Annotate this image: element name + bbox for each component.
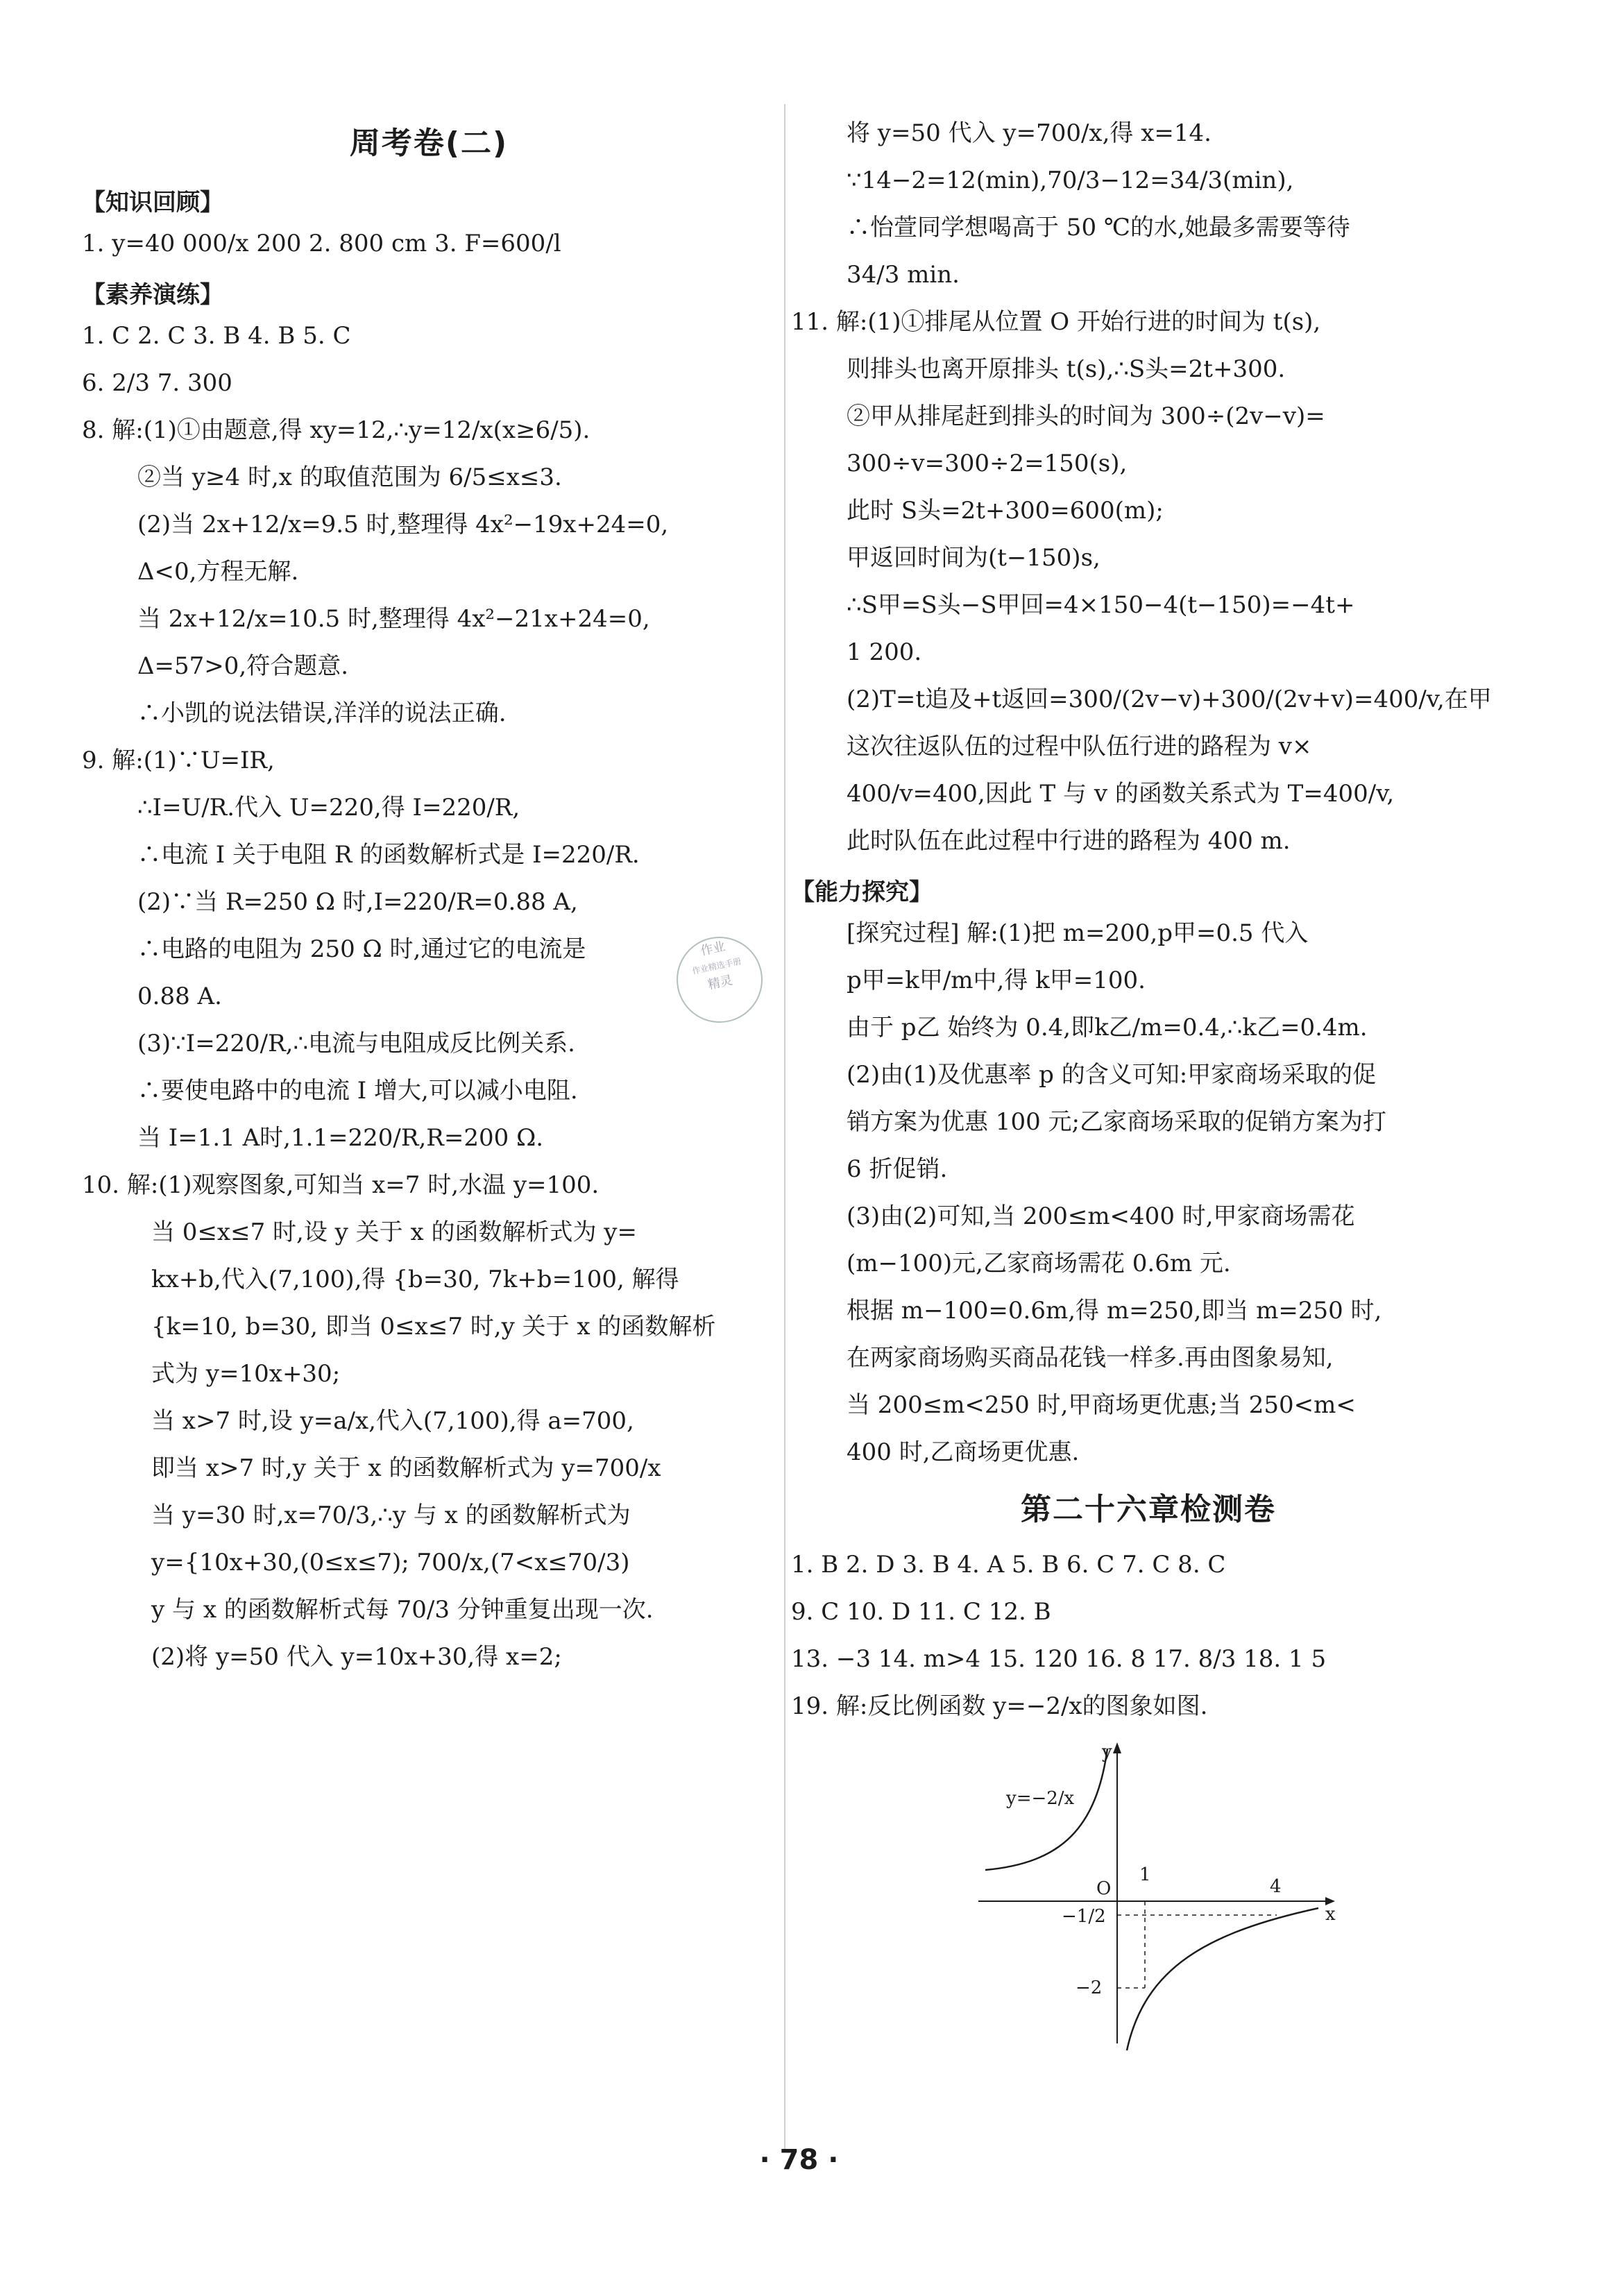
review-answers: 1. y=40 000/x 200 2. 800 cm 3. F=600/l [82, 230, 561, 257]
question-8 [82, 415, 776, 729]
x-axis-label: x [1325, 1904, 1336, 1925]
q11-line: 1 200. [847, 638, 922, 666]
left-column [82, 104, 776, 1689]
chapter-test-title: 第二十六章检测卷 [1021, 1492, 1276, 1527]
explore-line: [探究过程] 解:(1)把 m=200,p甲=0.5 代入 [847, 919, 1309, 947]
stamp-text: 精灵 [706, 973, 734, 993]
origin-label: O [1096, 1878, 1112, 1899]
section-review: 【知识回顾】 [82, 189, 223, 216]
page-number: · 78 · [759, 2144, 839, 2176]
q10-line: 式为 y=10x+30; [151, 1360, 341, 1388]
q8-line: Δ=57>0,符合题意. [137, 652, 349, 680]
right-column [791, 118, 1506, 2057]
q11-line: 这次往返队伍的过程中队伍行进的路程为 v× [847, 733, 1312, 760]
q8-line: 当 2x+12/x=10.5 时,整理得 4x²−21x+24=0, [137, 605, 650, 633]
hyperbola-figure [978, 1738, 1339, 2057]
explore-line: 在两家商场购买商品花钱一样多.再由图象易知, [847, 1344, 1334, 1372]
q10c-line: 34/3 min. [847, 261, 960, 289]
explore-line: (2)由(1)及优惠率 p 的含义可知:甲家商场采取的促 [847, 1061, 1377, 1089]
q9-line: 9. 解:(1)∵U=IR, [82, 747, 275, 774]
q10c-line: 将 y=50 代入 y=700/x,得 x=14. [847, 119, 1212, 147]
y-axis-arrow [1113, 1742, 1121, 1753]
q10-line: 即当 x>7 时,y 关于 x 的函数解析式为 y=700/x [151, 1454, 661, 1482]
question-11 [791, 307, 1506, 856]
q9-line: (2)∵当 R=250 Ω 时,I=220/R=0.88 A, [137, 888, 578, 916]
explore-line: p甲=k甲/m中,得 k甲=100. [847, 967, 1146, 994]
q10-line: y 与 x 的函数解析式每 70/3 分钟重复出现一次. [151, 1596, 654, 1624]
q11-line: 11. 解:(1)①排尾从位置 O 开始行进的时间为 t(s), [791, 308, 1321, 336]
column-divider [784, 104, 785, 2151]
question-19: 19. 解:反比例函数 y=−2/x的图象如图. [791, 1692, 1208, 1720]
q9-line: ∴电流 I 关于电阻 R 的函数解析式是 I=220/R. [137, 841, 640, 869]
tick-label-neg-half: −1/2 [1062, 1906, 1106, 1927]
q9-line: (3)∵I=220/R,∴电流与电阻成反比例关系. [137, 1030, 575, 1057]
q11-line: ②甲从排尾赶到排头的时间为 300÷(2v−v)= [847, 402, 1325, 430]
q11-line: ∴S甲=S头−S甲回=4×150−4(t−150)=−4t+ [847, 591, 1355, 619]
tick-label-1: 1 [1139, 1864, 1151, 1885]
explore-line: 根据 m−100=0.6m,得 m=250,即当 m=250 时, [847, 1297, 1382, 1325]
hyperbola-branch-lower-right [1127, 1908, 1318, 2050]
question-10-continued [791, 118, 1506, 290]
explore-line: 由于 p乙 始终为 0.4,即k乙/m=0.4,∴k乙=0.4m. [847, 1014, 1368, 1041]
stamp-text: 作业 [699, 939, 727, 959]
q9-line: 0.88 A. [137, 983, 222, 1010]
quiz-title: 周考卷(二) [349, 126, 509, 161]
hyperbola-graph [978, 1738, 1339, 2057]
explore-line: (m−100)元,乙家商场需花 0.6m 元. [847, 1250, 1231, 1277]
q10-line: 10. 解:(1)观察图象,可知当 x=7 时,水温 y=100. [82, 1171, 600, 1199]
q10-line: 当 x>7 时,设 y=a/x,代入(7,100),得 a=700, [151, 1407, 634, 1435]
explore-line: 400 时,乙商场更优惠. [847, 1438, 1080, 1466]
q10-line: {k=10, b=30, 即当 0≤x≤7 时,y 关于 x 的函数解析 [151, 1313, 716, 1341]
q9-line: 当 I=1.1 A时,1.1=220/R,R=200 Ω. [137, 1124, 544, 1152]
q11-line: 400/v=400,因此 T 与 v 的函数关系式为 T=400/v, [847, 780, 1395, 808]
q8-line: ∴小凯的说法错误,洋洋的说法正确. [137, 699, 507, 727]
q8-line: 8. 解:(1)①由题意,得 xy=12,∴y=12/x(x≥6/5). [82, 416, 590, 444]
q11-line: 则排头也离开原排头 t(s),∴S头=2t+300. [847, 355, 1286, 383]
explore-line: 6 折促销. [847, 1155, 948, 1183]
hyperbola-branch-upper-left [985, 1749, 1107, 1870]
q8-line: (2)当 2x+12/x=9.5 时,整理得 4x²−19x+24=0, [137, 511, 669, 538]
q9-line: ∴要使电路中的电流 I 增大,可以减小电阻. [137, 1077, 578, 1105]
q10-line: y={10x+30,(0≤x≤7); 700/x,(7<x≤70/3) [151, 1549, 630, 1576]
q8-line: Δ<0,方程无解. [137, 558, 299, 586]
answers-9-12: 9. C 10. D 11. C 12. B [791, 1598, 1051, 1626]
q11-line: (2)T=t追及+t返回=300/(2v−v)+300/(2v+v)=400/v,在甲 [847, 686, 1492, 713]
explore-line: 当 200≤m<250 时,甲商场更优惠;当 250<m< [847, 1391, 1356, 1419]
tick-label-neg2: −2 [1076, 1978, 1103, 1998]
stamp-text: 作业精选手册 [691, 956, 742, 976]
section-explore: 【能力探究】 [791, 878, 933, 906]
q8-line: ②当 y≥4 时,x 的取值范围为 6/5≤x≤3. [137, 464, 562, 491]
q10c-line: ∴怡萱同学想喝高于 50 ℃的水,她最多需要等待 [847, 214, 1350, 241]
explore-line: (3)由(2)可知,当 200≤m<400 时,甲家商场需花 [847, 1202, 1355, 1230]
explore-answer [791, 918, 1506, 1468]
answers-13-18: 13. −3 14. m>4 15. 120 16. 8 17. 8/3 18. 1 5 [791, 1645, 1327, 1673]
section-practice: 【素养演练】 [82, 281, 223, 309]
explore-line: 销方案为优惠 100 元;乙家商场采取的促销方案为打 [847, 1108, 1386, 1136]
q9-line: ∴电路的电阻为 250 Ω 时,通过它的电流是 [137, 935, 586, 963]
q10-line: (2)将 y=50 代入 y=10x+30,得 x=2; [151, 1643, 562, 1671]
q11-line: 300÷v=300÷2=150(s), [847, 450, 1128, 477]
q10c-line: ∵14−2=12(min),70/3−12=34/3(min), [847, 167, 1294, 194]
q10-line: 当 0≤x≤7 时,设 y 关于 x 的函数解析式为 y= [151, 1218, 637, 1246]
y-axis-label: y [1102, 1742, 1112, 1762]
q10-line: kx+b,代入(7,100),得 {b=30, 7k+b=100, 解得 [151, 1266, 679, 1293]
answers-1-8: 1. B 2. D 3. B 4. A 5. B 6. C 7. C 8. C [791, 1551, 1226, 1579]
function-label: y=−2/x [1006, 1788, 1075, 1809]
tick-label-4: 4 [1270, 1876, 1282, 1897]
q11-line: 此时队伍在此过程中行进的路程为 400 m. [847, 827, 1291, 855]
q11-line: 甲返回时间为(t−150)s, [847, 544, 1100, 572]
q11-line: 此时 S头=2t+300=600(m); [847, 497, 1164, 525]
q9-line: ∴I=U/R.代入 U=220,得 I=220/R, [137, 794, 520, 822]
answers-6-7: 6. 2/3 7. 300 [82, 369, 232, 397]
answers-1-5: 1. C 2. C 3. B 4. B 5. C [82, 322, 351, 350]
question-10 [82, 1170, 776, 1672]
q10-line: 当 y=30 时,x=70/3,∴y 与 x 的函数解析式为 [151, 1502, 631, 1529]
